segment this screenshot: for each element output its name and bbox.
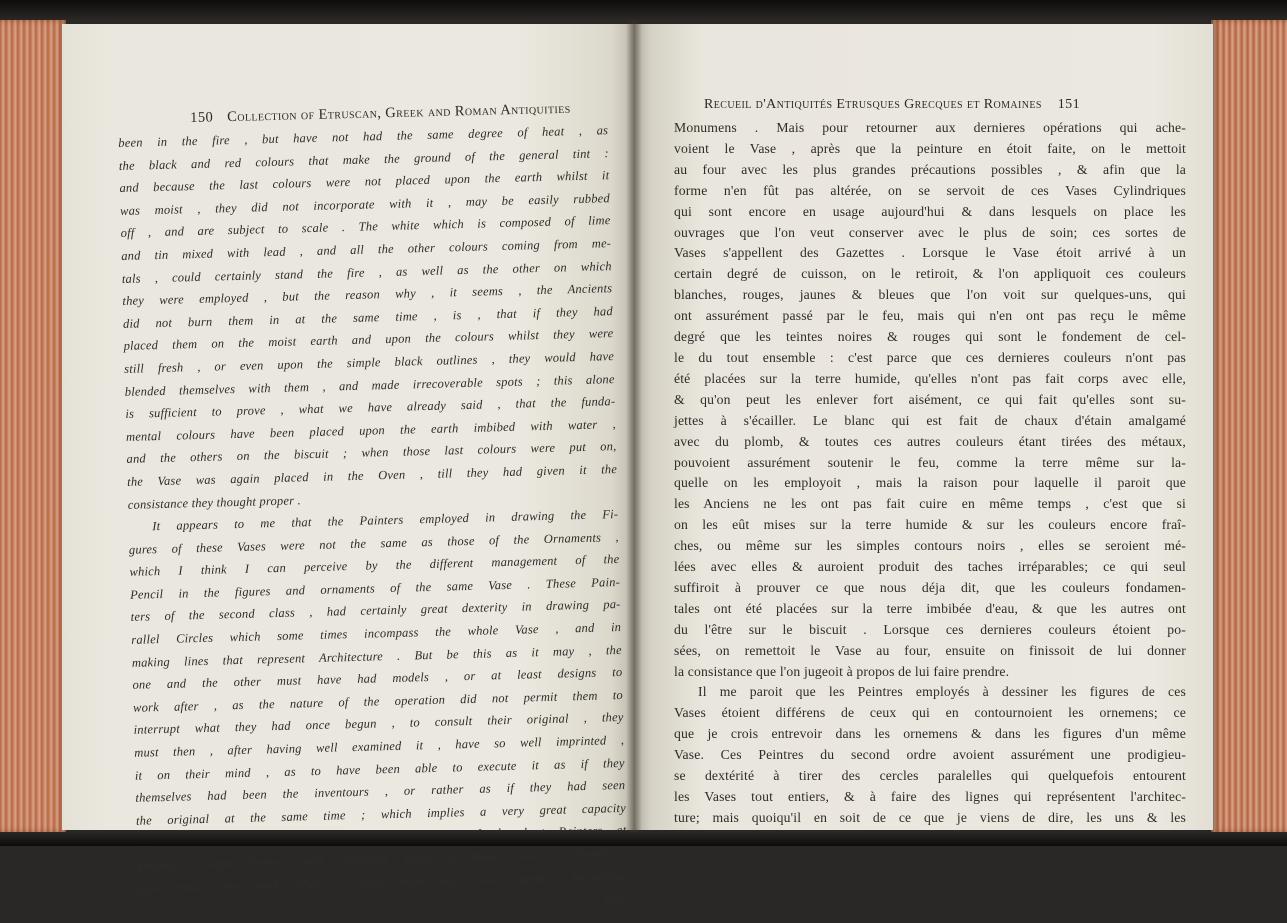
text-line: ters of the second class , had certainly great dexterity in drawing pa- (130, 597, 621, 625)
text-line: avec du plomb, & toutes ces autres couleurs étant tirées des métaux, (674, 433, 1186, 449)
right-page-text (674, 118, 1186, 850)
left-page-text (118, 119, 629, 922)
text-line: au four avec les plus grandes précautions possibles , & afin que la (674, 161, 1186, 177)
text-line: that those who made them , must have had much greater knowledge (137, 868, 628, 896)
text-line: the Vase was again placed in the Oven , till they had given it the (126, 461, 618, 489)
right-page-number: 151 (1057, 97, 1080, 112)
text-line: degré que les teintes noires & rouges qui sont le fondement de cel- (674, 329, 1186, 345)
catchword: than (605, 891, 629, 906)
text-line: Pencil in the figures and ornaments of the same Vase . These Pain- (129, 574, 621, 602)
text-line: on les eût mises sur la terre humide & sur les couleurs encore fraî- (674, 517, 1186, 533)
text-line: interrupt what they had once begun , to consult their original , they (133, 710, 624, 738)
text-line: ture; mais quoiqu'il en soit de ce que je viens de dire, les uns & les (674, 809, 1186, 825)
right-page (634, 24, 1213, 830)
text-line: blended themselves with them , and made irrecoverable spots ; this alone (124, 371, 615, 399)
text-line: suffiroit à prouver ce que nous déja dit, que les couleurs fondamen- (674, 579, 1186, 595)
text-line: still fresh , or even upon the simple black outlines , they would have (124, 349, 615, 376)
text-line: que je crois entrevoir dans les ornemens & dans les figures d'un même (674, 726, 1186, 742)
text-line: and the others on the biscuit ; when those last colours were put on, (126, 439, 617, 467)
text-line: du l'être sur le biscuit . Lorsque ces dernieres couleurs étoient po- (674, 621, 1186, 637)
text-line: lées avec elles & auroient produit des taches irréparables; ce qui seul (674, 559, 1186, 575)
text-line: qui sont encore en usage aujourd'hui & dans lesquels on place les (674, 203, 1186, 219)
text-line: certain degré de cuisson, on le retiroit, & l'on appliquoit ces couleurs (674, 266, 1186, 282)
text-line: and tin mixed with lead , and all the other colours coming from me- (121, 236, 612, 263)
text-line: ont assurément passé par le feu, mais qui n'en ont pas reçu le même (674, 308, 1186, 324)
text-line: and because the last colours were not placed upon the earth whilst it (119, 168, 610, 196)
text-line: & qu'on peut les enlever fort aisément, ce qui fait qu'elles sont su- (674, 391, 1186, 407)
text-line: themselves had been the inventours , or rather as if they had seen (135, 778, 626, 805)
text-line: rallel Circles which some times incompass the whole Vase , and in (131, 620, 622, 647)
text-line: sées, on remettoit le Vase au four, ensuite on finissoit de lui donner (674, 642, 1186, 658)
left-running-title: Collection of Etruscan, Greek and Roman Antiquities (226, 100, 571, 126)
text-line: Vase. Ces Peintres du second ordre avoient assurément une prodigieu- (674, 747, 1186, 763)
text-line: consistance they thought proper . (127, 492, 301, 512)
text-line: making lines that represent Architecture . But be this as it may , the (131, 642, 622, 670)
text-line: it on their mind , as to have been able to execute it as if they (134, 755, 625, 783)
text-line: gures of these Vases were not the same as those of the Ornaments , (128, 529, 619, 557)
text-line: forme n'en fût pas altérée, on se servoit de ces Vases Cylindriques (674, 182, 1186, 198)
background-top (0, 0, 1287, 20)
left-page (62, 24, 634, 906)
background-bottom (0, 832, 1287, 846)
text-line: been in the fire , but have not had the same degree of heat , as (118, 123, 609, 150)
text-line: the original at the same time ; which implies a very great capacity (135, 800, 627, 828)
left-fore-edge (0, 20, 66, 832)
text-line: voient le Vase , après que la peinture en étoit faite, on le mettoit (674, 140, 1186, 156)
text-line: off , and are subject to scale . The white which is composed of lime (120, 213, 611, 241)
text-line: Vases s'appellent des Gazettes . Lorsque le Vase étoit arrivé à un (674, 245, 1186, 261)
left-page-number: 150 (190, 109, 214, 126)
text-line: pouvoient assurément soutenir le feu, comme la terre même sur la- (674, 454, 1186, 470)
text-line: ches, ou même sur les simples contours noirs , elles se seroient mé- (674, 538, 1186, 554)
text-line: It appears to me that the Painters employed in drawing the Fi- (152, 507, 619, 534)
text-line: les Vases tout entiers, & à faire des lignes qui représentent l'architec- (674, 789, 1186, 804)
text-line: Monumens . Mais pour retourner aux dernieres opérations qui ache- (674, 120, 1186, 135)
right-fore-edge (1211, 20, 1287, 832)
text-line: Vases étoient différens de ceux qui en contournoient les ornemens; ce (674, 705, 1186, 721)
text-line: did not burn them in at the same time , is , that if they had (122, 303, 614, 331)
text-line: les Anciens ne les ont pas fait cuire en même temps , c'est que si (674, 496, 1186, 512)
text-line: work after , as the nature of the operation did not permit them to (132, 687, 624, 715)
text-line: mental colours have been placed upon the earth imbibed with water , (125, 416, 616, 444)
text-line: ouvrages que l'on veut conserver avec le plus de soin; ces sortes de (674, 224, 1186, 240)
text-line: present , after having well examined some of these Vases , found , (137, 845, 628, 873)
text-line: the black and red colours that make the ground of the general tint : (118, 145, 609, 173)
right-running-head (704, 97, 1080, 113)
right-running-title: Recueil d'Antiquités Etrusques Grecques et Romaines (704, 97, 1042, 112)
text-line: one and the other must have had models , or at least designs to (132, 665, 623, 693)
text-line: été placées sur la terre humide, qu'elles n'ont pas fait corps avec elle, (674, 370, 1186, 386)
text-line: se dextérité à tirer des cercles paralelles qui quelquefois entourent (674, 768, 1186, 784)
text-line: was moist , they did not incorporate with it , may be easily rubbed (119, 190, 611, 218)
text-line: la consistance que l'on jugeoit à propos de lui faire prendre. (674, 663, 1010, 679)
text-line: placed them on the moist earth and upon the colours whilst they were (123, 326, 614, 354)
text-line: must then , after having well examined it , have so well imprinted , (134, 732, 625, 760)
text-line: quelle on les employoit , mais la raison pour laquelle il paroit que (674, 475, 1186, 491)
text-line: Il me paroit que les Peintres employés à dessiner les figures de ces (698, 684, 1186, 700)
text-line: is sufficient to prove , what we have already said , that the funda- (125, 394, 616, 422)
text-line: which I think I can perceive by the different management of the (129, 552, 620, 580)
text-line: jettes à s'écailler. Le blanc qui est fait de chaux d'étain amalgamé (674, 412, 1186, 428)
text-line: they were employed , but the reason why , it seems , the Ancients (122, 281, 613, 309)
text-line: tals , could certainly stand the fire , as well as the other on which (121, 258, 612, 286)
text-line: tales ont été placées sur la terre imbibée d'eau, & que les autres ont (674, 600, 1186, 616)
text-line: le du tout ensemble : c'est parce que ces dernieres couleurs n'ont pas (674, 349, 1186, 365)
text-line: blanches, rouges, jaunes & bleues que l'on voit sur quelques-uns, qui (674, 287, 1186, 303)
book-gutter (626, 20, 642, 832)
